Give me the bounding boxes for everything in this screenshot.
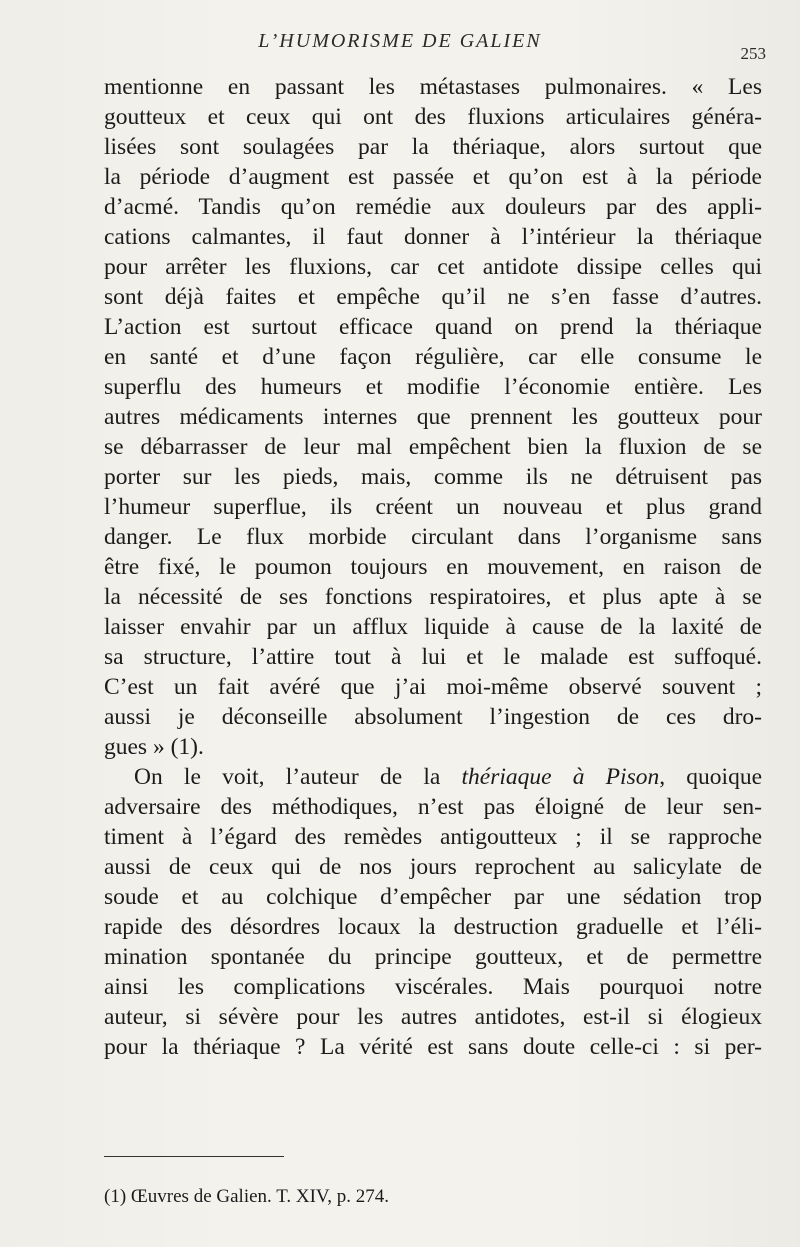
text-line: ainsi les complications viscérales. Mais pourquoi notre xyxy=(104,974,762,1000)
text-line: soude et au colchique d’empêcher par une sédation trop xyxy=(104,884,762,910)
text-line: l’humeur superflue, ils créent un nouveau et plus grand xyxy=(104,494,762,520)
text-line: d’acmé. Tandis qu’on remédie aux douleurs par des appli- xyxy=(104,194,762,220)
text-line: cations calmantes, il faut donner à l’intérieur la thériaque xyxy=(104,224,762,250)
text-line: mination spontanée du principe goutteux, et de permettre xyxy=(104,944,762,970)
text-line: C’est un fait avéré que j’ai moi-même observé souvent ; xyxy=(104,674,762,700)
text-line: autres médicaments internes que prennent les goutteux pour xyxy=(104,404,762,430)
text-line: se débarrasser de leur mal empêchent bien la fluxion de se xyxy=(104,434,762,460)
text-line: porter sur les pieds, mais, comme ils ne détruisent pas xyxy=(104,464,762,490)
text-line: la nécessité de ses fonctions respiratoires, et plus apte à se xyxy=(104,584,762,610)
text-line: pour arrêter les fluxions, car cet antidote dissipe celles qui xyxy=(104,254,762,280)
footnote-divider xyxy=(104,1156,284,1157)
text-line: timent à l’égard des remèdes antigoutteux ; il se rapproche xyxy=(104,824,762,850)
text-line: rapide des désordres locaux la destruction graduelle et l’éli- xyxy=(104,914,762,940)
text-line: adversaire des méthodiques, n’est pas éloigné de leur sen- xyxy=(104,794,762,820)
text-line: être fixé, le poumon toujours en mouvement, en raison de xyxy=(104,554,762,580)
text-line: mentionne en passant les métastases pulmonaires. « Les xyxy=(104,74,762,100)
running-title: L’HUMORISME DE GALIEN xyxy=(258,30,542,52)
text-line: danger. Le flux morbide circulant dans l’organisme sans xyxy=(104,524,762,550)
text-segment: On le voit, l’auteur de la xyxy=(134,764,462,790)
text-line: aussi je déconseille absolument l’ingestion de ces dro- xyxy=(104,704,762,730)
text-line: la période d’augment est passée et qu’on est à la période xyxy=(104,164,762,190)
footnote: (1) Œuvres de Galien. T. XIV, p. 274. xyxy=(104,1186,389,1207)
text-line: superflu des humeurs et modifie l’économie entière. Les xyxy=(104,374,762,400)
paragraph-first-line xyxy=(104,762,762,792)
text-line: laisser envahir par un afflux liquide à cause de la laxité de xyxy=(104,614,762,640)
text-line: sa structure, l’attire tout à lui et le malade est suffoqué. xyxy=(104,644,762,670)
text-line: lisées sont soulagées par la thériaque, alors surtout que xyxy=(104,134,762,160)
text-line: sont déjà faites et empêche qu’il ne s’en fasse d’autres. xyxy=(104,284,762,310)
text-line: pour la thériaque ? La vérité est sans doute celle-ci : si per- xyxy=(104,1034,762,1060)
running-head xyxy=(0,30,800,63)
text-line: en santé et d’une façon régulière, car elle consume le xyxy=(104,344,762,370)
page-number: 253 xyxy=(740,44,766,63)
body-text xyxy=(104,72,762,1062)
text-line: aussi de ceux qui de nos jours reprochent au salicylate de xyxy=(104,854,762,880)
text-segment: , quoique xyxy=(659,764,762,790)
text-line: L’action est surtout efficace quand on prend la thériaque xyxy=(104,314,762,340)
text-line: gues » (1). xyxy=(104,734,204,760)
text-line: auteur, si sévère pour les autres antidotes, est-il si élogieux xyxy=(104,1004,762,1030)
italic-title: thériaque à Pison xyxy=(461,764,660,790)
text-line: goutteux et ceux qui ont des fluxions articulaires généra- xyxy=(104,104,762,130)
